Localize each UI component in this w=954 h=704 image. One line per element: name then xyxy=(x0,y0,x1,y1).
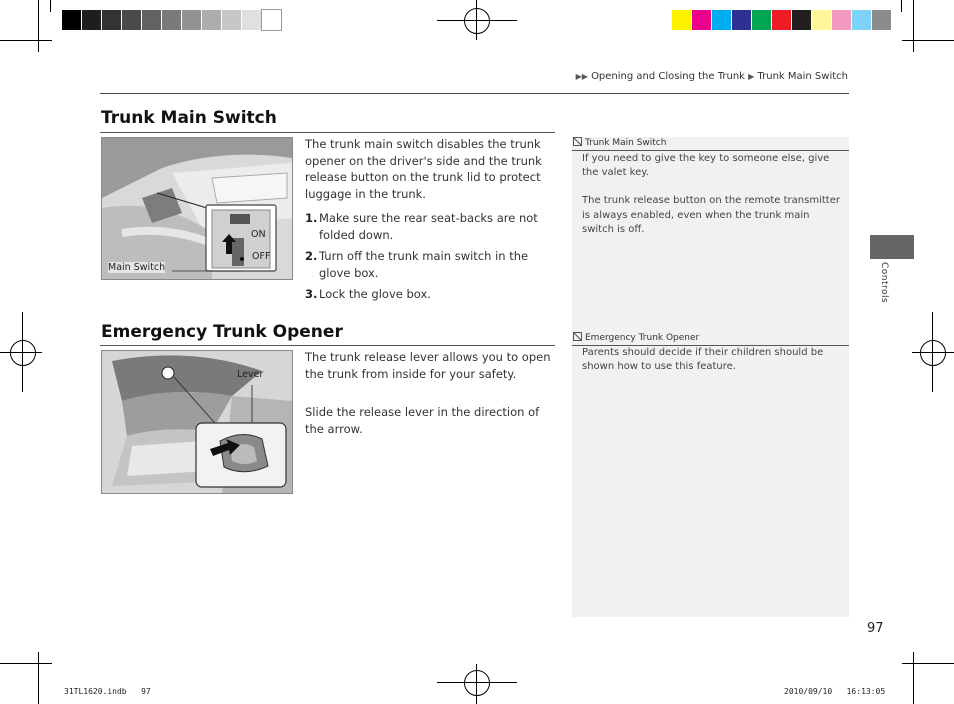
chapter-tab-label: Controls xyxy=(879,262,889,304)
label-on: ON xyxy=(251,229,266,240)
double-arrow-icon: ▶▶ xyxy=(575,72,588,81)
footer-timestamp: 2010/09/10 16:13:05 xyxy=(784,687,886,696)
note-rule xyxy=(572,150,849,151)
color-swatch xyxy=(202,10,221,30)
color-swatch xyxy=(792,10,811,30)
color-swatch xyxy=(262,10,281,30)
label-off: OFF xyxy=(252,251,271,262)
arrow-icon: ▶ xyxy=(748,72,755,81)
section1-intro: The trunk main switch disables the trunk opener on the driver's side and the trunk release button on the trunk lid to protect luggage in the trunk. xyxy=(305,137,542,201)
color-swatch xyxy=(142,10,161,30)
label-lever: Lever xyxy=(237,369,264,380)
section2-para1: The trunk release lever allows you to open the trunk from inside for your safety. xyxy=(305,350,551,381)
color-swatch xyxy=(732,10,751,30)
color-swatch xyxy=(102,10,121,30)
header-rule xyxy=(100,93,849,94)
chapter-tab xyxy=(870,235,914,259)
color-swatch xyxy=(772,10,791,30)
color-swatch xyxy=(122,10,141,30)
section1-body xyxy=(305,136,557,308)
step-item: 3. Lock the glove box. xyxy=(305,287,431,301)
trunk-interior-illustration xyxy=(102,351,292,493)
color-swatch xyxy=(672,10,691,30)
steps-list xyxy=(305,210,557,303)
section-title-emergency-trunk-opener: Emergency Trunk Opener xyxy=(101,322,343,342)
section2-body xyxy=(305,349,557,437)
footer-file-info: 31TL1620.indb 97 xyxy=(64,687,151,696)
page-number: 97 xyxy=(867,621,884,636)
breadcrumb-parent: Opening and Closing the Trunk xyxy=(591,71,745,82)
step-item: 2. Turn off the trunk main switch in the glove box. xyxy=(305,249,529,280)
trunk-main-switch-illustration xyxy=(101,137,293,280)
color-swatch xyxy=(82,10,101,30)
color-swatch xyxy=(712,10,731,30)
color-swatch xyxy=(182,10,201,30)
color-swatch xyxy=(872,10,891,30)
color-swatch xyxy=(162,10,181,30)
color-swatch xyxy=(242,10,261,30)
step-item: 1. Make sure the rear seat-backs are not folded down. xyxy=(305,211,538,242)
color-swatch xyxy=(852,10,871,30)
note-heading-emergency-trunk-opener: Emergency Trunk Opener xyxy=(573,332,699,343)
note-icon xyxy=(573,137,582,146)
color-swatch xyxy=(692,10,711,30)
section-rule xyxy=(100,132,555,133)
breadcrumb-current: Trunk Main Switch xyxy=(757,71,848,82)
section-rule xyxy=(100,345,555,346)
note-body-trunk-main-switch: If you need to give the key to someone else, give the valet key. The trunk release button on the remote transmitter is always enabled, even when the trunk main switch is off. xyxy=(582,153,840,235)
note-icon xyxy=(573,332,582,341)
label-main-switch: Main Switch xyxy=(108,262,166,273)
color-swatch xyxy=(832,10,851,30)
color-swatch xyxy=(812,10,831,30)
note-heading-trunk-main-switch: Trunk Main Switch xyxy=(573,137,666,148)
breadcrumb xyxy=(576,71,848,82)
color-swatch xyxy=(752,10,771,30)
note-body-emergency-trunk-opener: Parents should decide if their children should be shown how to use this feature. xyxy=(582,347,824,373)
section-title-trunk-main-switch: Trunk Main Switch xyxy=(101,108,277,128)
section2-para2: Slide the release lever in the direction of the arrow. xyxy=(305,405,540,436)
color-swatch xyxy=(62,10,81,30)
emergency-trunk-opener-illustration xyxy=(101,350,293,494)
color-swatch xyxy=(222,10,241,30)
